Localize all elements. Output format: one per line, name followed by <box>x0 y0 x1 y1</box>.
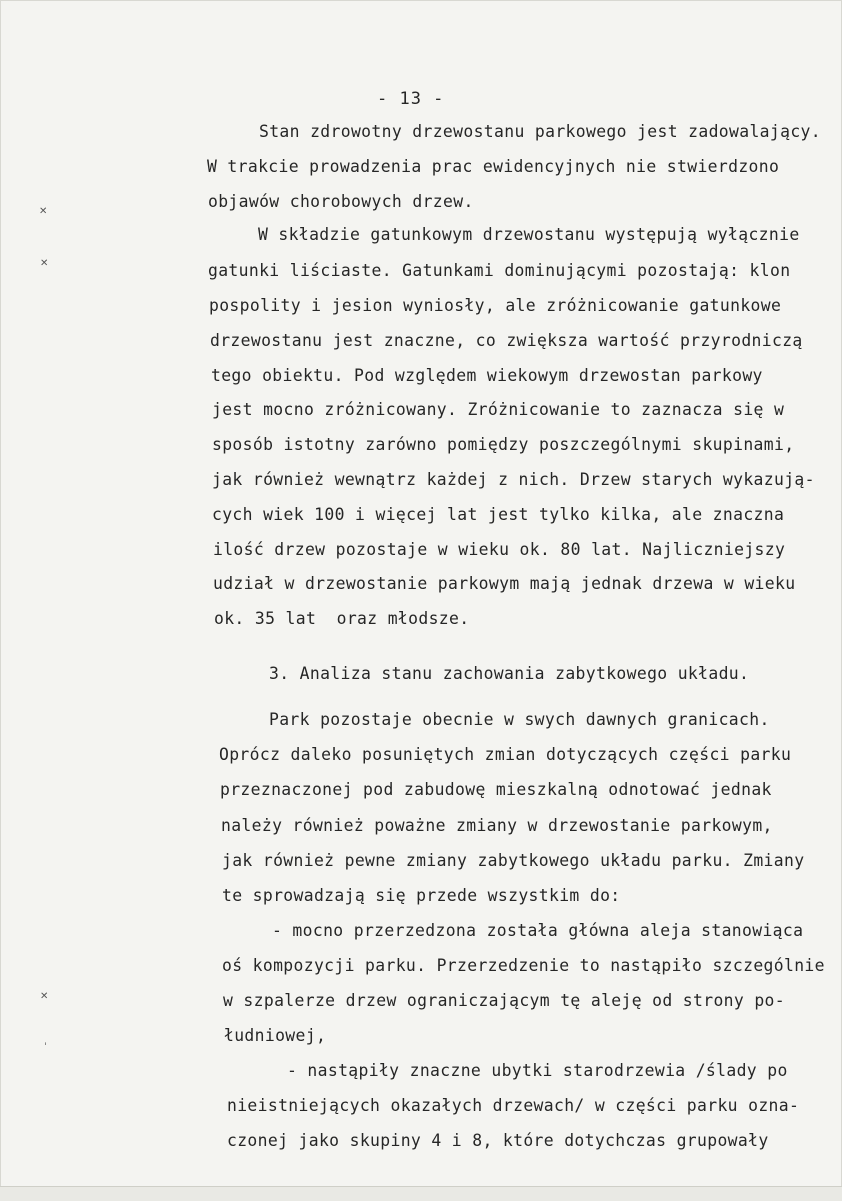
text-line-18: przeznaczonej pod zabudowę mieszkalną odnotować jednak <box>220 780 772 799</box>
text-line-20: jak również pewne zmiany zabytkowego układu parku. Zmiany <box>222 851 805 870</box>
list-item-1-line-1: - mocno przerzedzona została główna aleja stanowiąca <box>272 921 804 940</box>
text-line-11: jak również wewnątrz każdej z nich. Drzew starych wykazują- <box>212 470 815 489</box>
text-line-8: tego obiektu. Pod względem wiekowym drzewostan parkowy <box>211 366 763 385</box>
text-line-1: Stan zdrowotny drzewostanu parkowego jest zadowalający. <box>259 122 821 141</box>
page-bottom-edge <box>0 1186 842 1201</box>
margin-mark-4: ˈ <box>44 1042 47 1053</box>
text-line-10: sposób istotny zarówno pomiędzy poszczególnymi skupinami, <box>212 435 795 454</box>
text-line-7: drzewostanu jest znaczne, co zwiększa wartość przyrodniczą <box>210 331 803 350</box>
section-heading: 3. Analiza stanu zachowania zabytkowego układu. <box>269 664 750 683</box>
text-line-15: ok. 35 lat oraz młodsze. <box>214 609 470 628</box>
list-item-1-line-2: oś kompozycji parku. Przerzedzenie to nastąpiło szczególnie <box>222 956 825 975</box>
text-line-2: W trakcie prowadzenia prac ewidencyjnych nie stwierdzono <box>207 157 780 176</box>
list-item-1-line-3: w szpalerze drzew ograniczającym tę aleję od strony po- <box>223 991 785 1010</box>
list-item-2-line-3: czonej jako skupiny 4 i 8, które dotychczas grupowały <box>227 1131 769 1150</box>
text-line-17: Oprócz daleko posuniętych zmian dotyczących części parku <box>219 745 792 764</box>
text-line-21: te sprowadzają się przede wszystkim do: <box>222 886 621 905</box>
text-line-3: objawów chorobowych drzew. <box>208 192 474 211</box>
text-line-16: Park pozostaje obecnie w swych dawnych granicach. <box>269 710 770 729</box>
text-line-13: ilość drzew pozostaje w wieku ok. 80 lat. Najliczniejszy <box>213 540 786 559</box>
list-item-2-line-1: - nastąpiły znaczne ubytki starodrzewia /ślady po <box>287 1061 788 1080</box>
text-line-4: W składzie gatunkowym drzewostanu występują wyłącznie <box>258 225 800 244</box>
margin-mark-2: ✕ <box>40 258 49 269</box>
list-item-1-line-4: łudniowej, <box>224 1026 327 1045</box>
page-number: - 13 - <box>377 89 445 109</box>
text-line-19: należy również poważne zmiany w drzewostanie parkowym, <box>221 816 773 835</box>
margin-mark-1: ✕ <box>39 206 48 217</box>
list-item-2-line-2: nieistniejących okazałych drzewach/ w części parku ozna- <box>227 1096 800 1115</box>
text-line-12: cych wiek 100 i więcej lat jest tylko kilka, ale znaczna <box>212 505 785 524</box>
text-line-14: udział w drzewostanie parkowym mają jednak drzewa w wieku <box>213 574 796 593</box>
margin-mark-3: ✕ <box>40 991 49 1002</box>
text-line-5: gatunki liściaste. Gatunkami dominującymi pozostają: klon <box>208 261 791 280</box>
text-line-6: pospolity i jesion wyniosły, ale zróżnicowanie gatunkowe <box>209 296 782 315</box>
text-line-9: jest mocno zróżnicowany. Zróżnicowanie to zaznacza się w <box>212 400 785 419</box>
